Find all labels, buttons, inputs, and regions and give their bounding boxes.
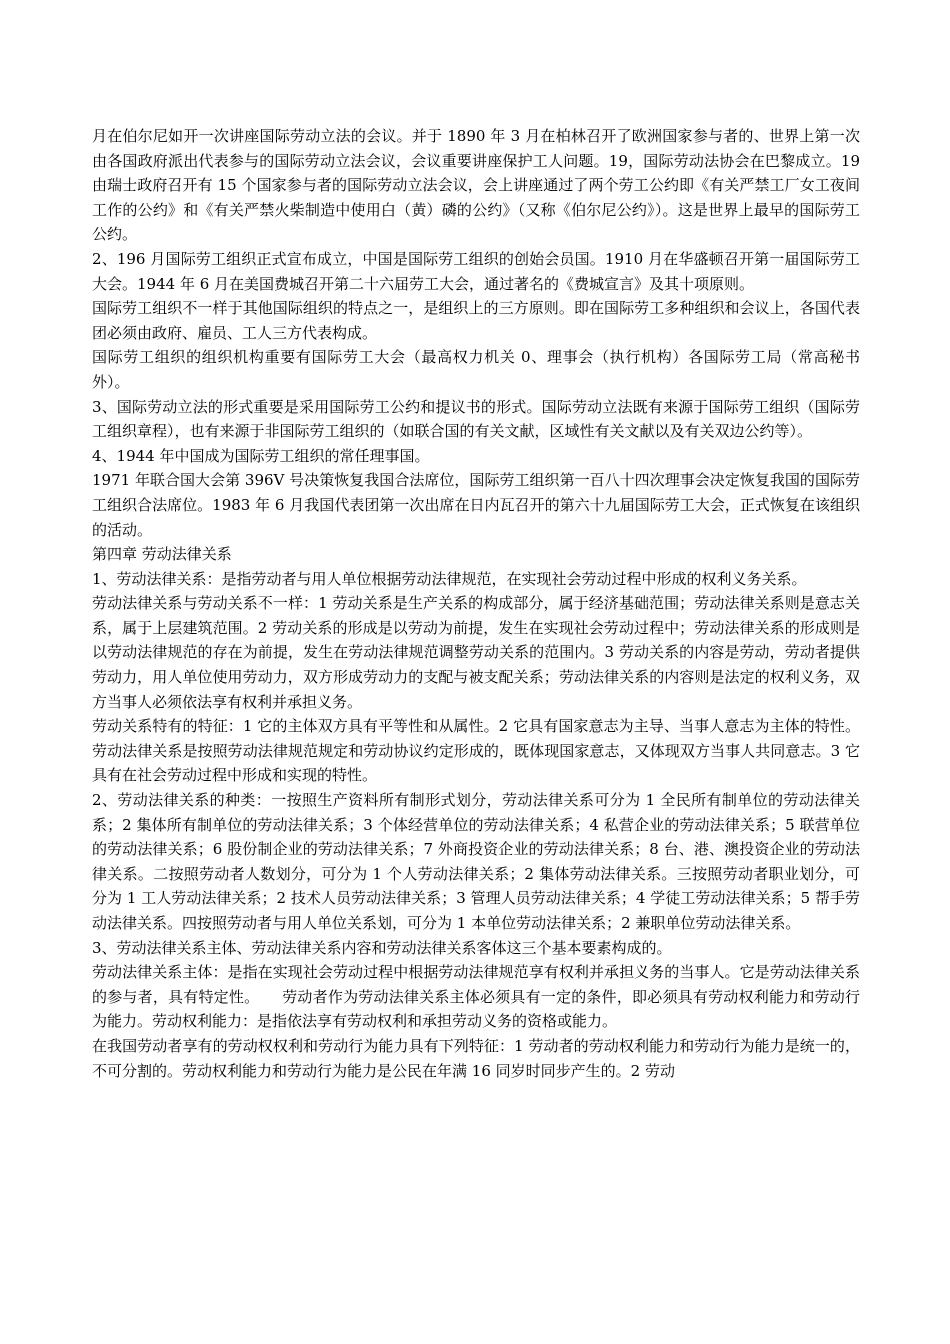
paragraph-ilo-founding: 2、196 月国际劳工组织正式宣布成立，中国是国际劳工组织的创始会员国。1910 月在华盛顿召开第一届国际劳工大会。1944 年 6 月在美国费城召开第二十六届劳工大会，通过著名的《费城宣言》及其十项原则。 — [92, 249, 860, 293]
chapter-heading: 第四章 劳动法律关系 — [92, 545, 232, 564]
paragraph-relation-subject: 劳动法律关系主体：是指在实现社会劳动过程中根据劳动法律规范享有权利并承担义务的当事人。它是劳动法律关系的参与者，具有特定性。 劳动者作为劳动法律关系主体必须具有一定的条件，即必须具有劳动权利能力和劳动行为能力。劳动权利能力：是指依法享有劳动权利和承担劳动义务的资格或能力。 — [92, 963, 860, 1031]
paragraph-legislation-forms: 3、国际劳动立法的形式重要是采用国际劳工公约和提议书的形式。国际劳动立法既有来源于国际劳工组织（国际劳工组织章程），也有来源于非国际劳工组织的（如联合国的有关文献，区域性有关文献以及有关双边公约等）。 — [92, 397, 860, 441]
paragraph-capacity-features: 在我国劳动者享有的劳动权权利和劳动行为能力具有下列特征：1 劳动者的劳动权利能力和劳动行为能力是统一的，不可分割的。劳动权利能力和劳动行为能力是公民在年满 16 同岁时同步产生的。2 劳动 — [92, 1036, 860, 1080]
document-page — [92, 124, 860, 1083]
paragraph-relation-types: 2、劳动法律关系的种类：一按照生产资料所有制形式划分，劳动法律关系可分为 1 全民所有制单位的劳动法律关系；2 集体所有制单位的劳动法律关系；3 个体经营单位的劳动法律关系；4 私营企业的劳动法律关系；5 联营单位的劳动法律关系；6 股份制企业的劳动法律关系；7 外商投资企业的劳动法律关系；8 台、港、澳投资企业的劳动法律关系。二按照劳动者人数划分，可分为 1 个人劳动法律关系；2 集体劳动法律关系。三按照劳动者职业划分，可分为 1 工人劳动法律关系；2 技术人员劳动法律关系；3 管理人员劳动法律关系；4 学徒工劳动法律关系；5 帮手劳动法律关系。四按照劳动者与用人单位关系划，可分为 1 本单位劳动法律关系；2 兼职单位劳动法律关系。 — [92, 791, 860, 932]
paragraph-relation-differences: 劳动法律关系与劳动关系不一样：1 劳动关系是生产关系的构成部分，属于经济基础范围；劳动法律关系则是意志关系，属于上层建筑范围。2 劳动关系的形成是以劳动为前提，发生在实现社会劳动过程中；劳动法律关系的形成则是以劳动法律规范的存在为前提，发生在劳动法律规范调整劳动关系的范围内。3 劳动关系的内容是劳动，劳动者提供劳动力，用人单位使用劳动力，双方形成劳动力的支配与被支配关系；劳动法律关系的内容则是法定的权利义务，双方当事人必须依法享有权利并承担义务。 — [92, 594, 860, 711]
paragraph-ilo-organs: 国际劳工组织的组织机构重要有国际劳工大会（最高权力机关 0、理事会（执行机构）各国际劳工局（常高秘书外）。 — [92, 348, 860, 391]
paragraph-relation-elements: 3、劳动法律关系主体、劳动法律关系内容和劳动法律关系客体这三个基本要素构成的。 — [92, 938, 672, 957]
paragraph-ilo-history-bern: 月在伯尔尼如开一次讲座国际劳动立法的会议。并于 1890 年 3 月在柏林召开了欧洲国家参与者的、世界上第一次由各国政府派出代表参与的国际劳动立法会议，会议重要讲座保护工人问题。19，国际劳动法协会在巴黎成立。19 由瑞士政府召开有 15 个国家参与者的国际劳动立法会议，会上讲座通过了两个劳工公约即《有关严禁工厂女工夜间工作的公约》和《有关严禁火柴制造中使用白（黄）磷的公约》（又称《伯尔尼公约》）。这是世界上最早的国际劳工公约。 — [92, 127, 860, 244]
paragraph-labor-legal-relation-definition: 1、劳动法律关系：是指劳动者与用人单位根据劳动法律规范，在实现社会劳动过程中形成的权利义务关系。 — [92, 569, 807, 588]
paragraph-relation-features: 劳动关系特有的特征：1 它的主体双方具有平等性和从属性。2 它具有国家意志为主导、当事人意志为主体的特性。劳动法律关系是按照劳动法律规范规定和劳动协议约定形成的，既体现国家意志，又体现双方当事人共同意志。3 它具有在社会劳动过程中形成和实现的特性。 — [92, 717, 860, 785]
paragraph-tripartite-principle: 国际劳工组织不一样于其他国际组织的特点之一，是组织上的三方原则。即在国际劳工多种组织和会议上，各国代表团必须由政府、雇员、工人三方代表构成。 — [92, 299, 860, 342]
paragraph-china-council-member: 4、1944 年中国成为国际劳工组织的常任理事国。 — [92, 446, 430, 465]
paragraph-china-restored-seat: 1971 年联合国大会第 396V 号决策恢复我国合法席位，国际劳工组织第一百八十四次理事会决定恢复我国的国际劳工组织合法席位。1983 年 6 月我国代表团第一次出席在日内瓦召开的第六十九届国际劳工大会，正式恢复在该组织的活动。 — [92, 471, 860, 539]
